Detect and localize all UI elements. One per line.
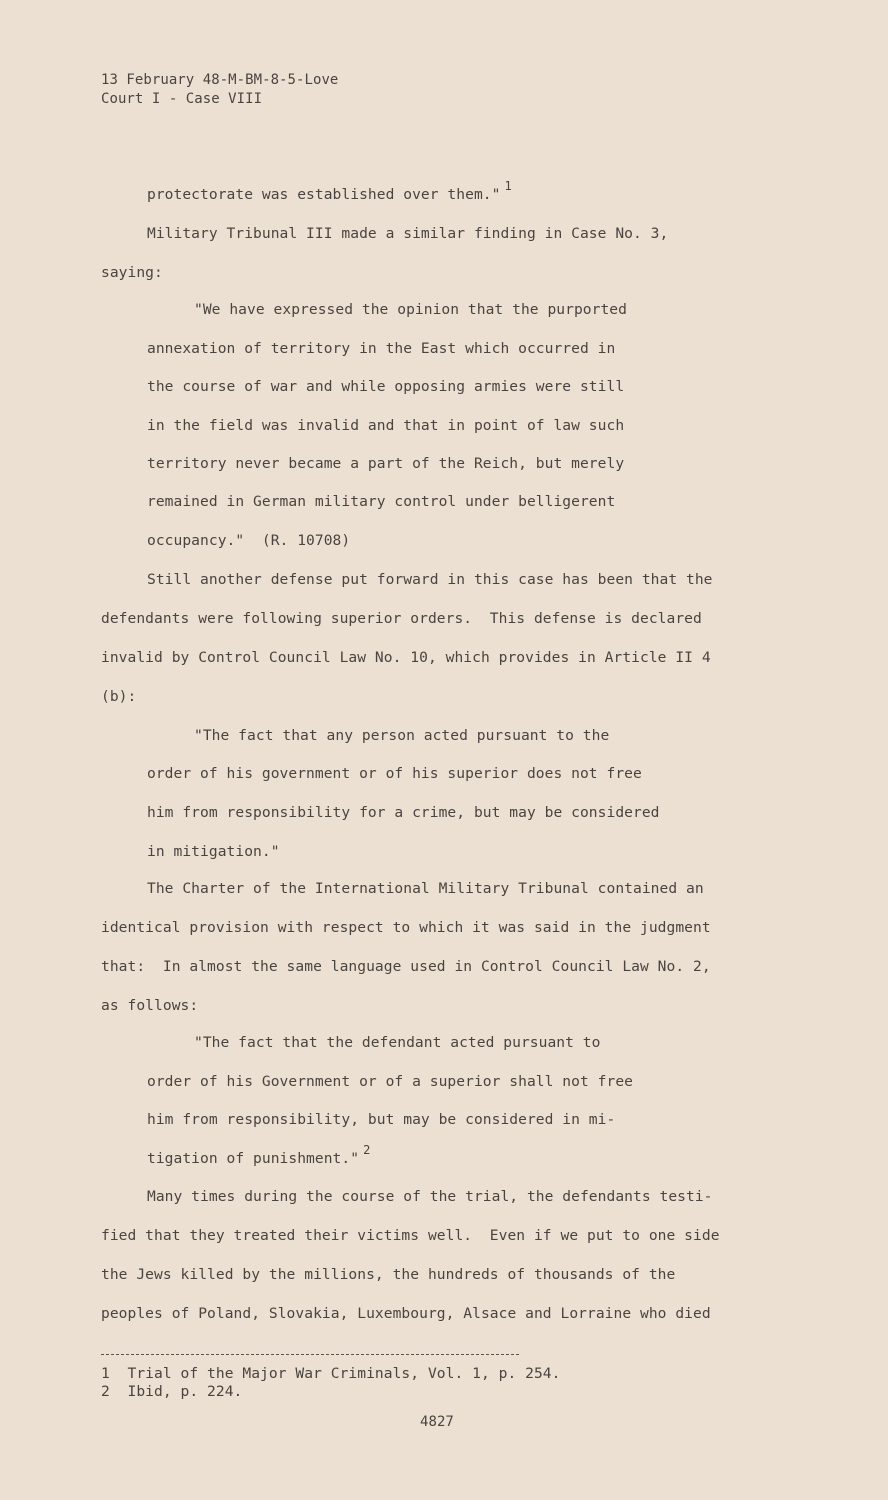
paragraph-line: saying: <box>101 264 163 281</box>
paragraph-line: invalid by Control Council Law No. 10, which provides in Article II 4 <box>101 649 711 666</box>
paragraph-line: as follows: <box>101 997 199 1014</box>
paragraph-line <box>147 179 512 204</box>
paragraph-text: protectorate was established over them." <box>147 186 501 203</box>
quote-line: order of his government or of his superior does not free <box>147 765 642 782</box>
paragraph-line: Military Tribunal III made a similar finding in Case No. 3, <box>147 225 669 242</box>
quote-line: remained in German military control under belligerent <box>147 493 616 510</box>
header-line-1: 13 February 48-M-BM-8-5-Love <box>101 72 339 88</box>
paragraph-line: Many times during the course of the trial, the defendants testi- <box>147 1188 713 1205</box>
paragraph-line: peoples of Poland, Slovakia, Luxembourg, Alsace and Lorraine who died <box>101 1305 711 1322</box>
page-number: 4827 <box>420 1414 454 1430</box>
quote-line: occupancy." (R. 10708) <box>147 532 351 549</box>
footnote-ref: 1 <box>504 179 512 193</box>
paragraph-line: Still another defense put forward in this case has been that the <box>147 571 713 588</box>
footnote-ref: 2 <box>363 1143 371 1157</box>
quote-line: in mitigation." <box>147 843 280 860</box>
quote-line: him from responsibility for a crime, but may be considered <box>147 804 660 821</box>
header-line-2: Court I - Case VIII <box>101 91 263 107</box>
quote-line: territory never became a part of the Reich, but merely <box>147 455 625 472</box>
footnote-divider <box>101 1354 519 1355</box>
quote-line: him from responsibility, but may be considered in mi- <box>147 1111 616 1128</box>
footnote-2: 2 Ibid, p. 224. <box>101 1383 243 1400</box>
paragraph-line: The Charter of the International Military Tribunal contained an <box>147 880 704 897</box>
quote-line: annexation of territory in the East which occurred in <box>147 340 616 357</box>
paragraph-line: fied that they treated their victims well. Even if we put to one side <box>101 1227 720 1244</box>
quote-line: "The fact that the defendant acted pursuant to <box>194 1034 601 1051</box>
paragraph-line: identical provision with respect to which it was said in the judgment <box>101 919 711 936</box>
paragraph-line: (b): <box>101 688 137 705</box>
paragraph-line: that: In almost the same language used in Control Council Law No. 2, <box>101 958 711 975</box>
paragraph-line: the Jews killed by the millions, the hundreds of thousands of the <box>101 1266 676 1283</box>
quote-line: in the field was invalid and that in point of law such <box>147 417 625 434</box>
quote-line: "We have expressed the opinion that the purported <box>194 301 627 318</box>
quote-line: order of his Government or of a superior shall not free <box>147 1073 633 1090</box>
quote-line <box>147 1143 371 1168</box>
footnote-1: 1 Trial of the Major War Criminals, Vol. 1, p. 254. <box>101 1365 561 1382</box>
quote-text: tigation of punishment." <box>147 1150 360 1167</box>
paragraph-line: defendants were following superior orders. This defense is declared <box>101 610 702 627</box>
quote-line: "The fact that any person acted pursuant to the <box>194 727 610 744</box>
quote-line: the course of war and while opposing armies were still <box>147 378 625 395</box>
